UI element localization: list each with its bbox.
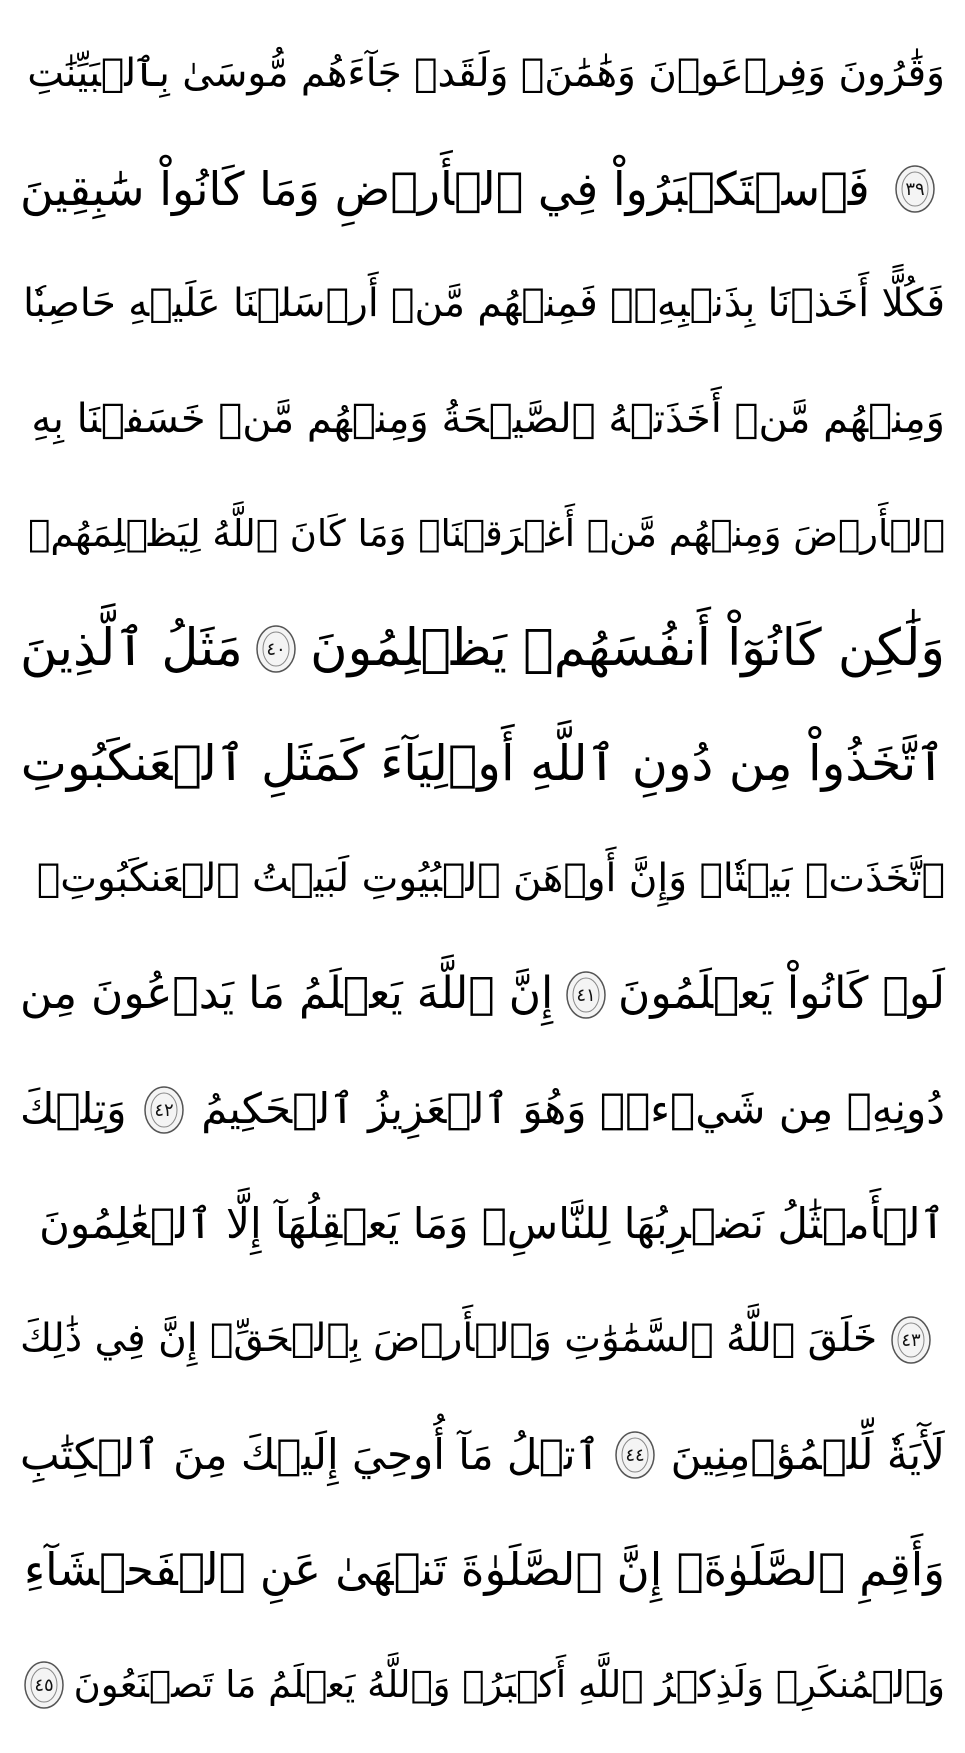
ayah-marker-icon xyxy=(252,621,300,677)
ayah-number: ٤١ xyxy=(575,984,596,1006)
line-text-after-marker: ٱتۡلُ مَآ أُوحِيَ إِلَيۡكَ مِنَ ٱلۡكِتَٰبِ xyxy=(20,1429,601,1479)
line-text: ٱتَّخَذُواْ مِن دُونِ ٱللَّهِ أَوۡلِيَآءَ كَمَثَلِ ٱلۡعَنكَبُوتِ xyxy=(20,735,945,793)
line-text: وَٱلۡمُنكَرِۗ وَلَذِكۡرُ ٱللَّهِ أَكۡبَرُۗ وَٱللَّهُ يَعۡلَمُ مَا تَصۡنَعُونَ xyxy=(73,1662,945,1706)
ayah-number: ٣٩ xyxy=(905,179,925,201)
line-text-before-marker: لَوۡ كَانُواْ يَعۡلَمُونَ xyxy=(618,968,945,1020)
line-text-before-marker: دُونِهِۦ مِن شَيۡءٖۚ وَهُوَ ٱلۡعَزِيزُ ٱلۡحَكِيمُ xyxy=(201,1084,945,1134)
ayah-number: ٤٢ xyxy=(154,1099,174,1121)
line-text-after-marker: مَثَلُ ٱلَّذِينَ xyxy=(20,618,243,678)
quran-line-1 xyxy=(20,18,945,130)
quran-line-11 xyxy=(20,1169,945,1281)
line-text: وَأَقِمِ ٱلصَّلَوٰةَۖ إِنَّ ٱلصَّلَوٰةَ تَنۡهَىٰ عَنِ ٱلۡفَحۡشَآءِ xyxy=(23,1542,945,1596)
ayah-marker-icon xyxy=(562,967,610,1023)
ayah-number: ٤٣ xyxy=(901,1329,921,1351)
line-text: ٱلۡأَرۡضَ وَمِنۡهُم مَّنۡ أَغۡرَقۡنَاۚ وَمَا كَانَ ٱللَّهُ لِيَظۡلِمَهُمۡ xyxy=(28,511,945,555)
line-text-after-marker: وَتِلۡكَ xyxy=(20,1084,127,1134)
quran-line-10 xyxy=(20,1054,945,1166)
line-text: ٱتَّخَذَتۡ بَيۡتٗاۖ وَإِنَّ أَوۡهَنَ ٱلۡبُيُوتِ لَبَيۡتُ ٱلۡعَنكَبُوتِۚ xyxy=(36,856,945,902)
quran-line-4 xyxy=(20,363,945,475)
line-text-before-marker: وَلَٰكِن كَانُوٓاْ أَنفُسَهُمۡ يَظۡلِمُونَ xyxy=(310,618,945,678)
ayah-marker-icon xyxy=(140,1082,188,1138)
ayah-marker-icon xyxy=(20,1657,68,1713)
ayah-number: ٤٤ xyxy=(625,1444,646,1466)
line-text: وَقَٰرُونَ وَفِرۡعَوۡنَ وَهَٰمَٰنَۖ وَلَقَدۡ جَآءَهُم مُّوسَىٰ بِٱلۡبَيِّنَٰتِ xyxy=(27,50,945,96)
quran-line-14 xyxy=(20,1514,945,1626)
quran-line-8 xyxy=(20,823,945,935)
quran-line-12 xyxy=(20,1284,945,1396)
quran-line-3 xyxy=(20,248,945,360)
ayah-marker-icon xyxy=(891,161,939,217)
line-text-after-marker: إِنَّ ٱللَّهَ يَعۡلَمُ مَا يَدۡعُونَ مِن xyxy=(20,968,554,1020)
quran-line-2 xyxy=(20,133,945,245)
ayah-number: ٤٥ xyxy=(33,1674,54,1696)
quran-line-6 xyxy=(20,593,945,705)
quran-line-15 xyxy=(20,1629,945,1741)
quran-line-13 xyxy=(20,1399,945,1511)
ayah-marker-icon xyxy=(887,1312,935,1368)
quran-line-7 xyxy=(20,708,945,820)
ayah-number: ٤٠ xyxy=(266,639,287,661)
line-text: فَكُلًّا أَخَذۡنَا بِذَنۢبِهِۦۖ فَمِنۡهُم مَّنۡ أَرۡسَلۡنَا عَلَيۡهِ حَاصِبٗا xyxy=(23,280,945,326)
line-text-before-marker: لَأٓيَةٗ لِّلۡمُؤۡمِنِينَ xyxy=(670,1429,945,1479)
quran-line-5 xyxy=(20,478,945,590)
line-text-after-marker: خَلَقَ ٱللَّهُ ٱلسَّمَٰوَٰتِ وَٱلۡأَرۡضَ بِٱلۡحَقِّۚ إِنَّ فِي ذَٰلِكَ xyxy=(20,1316,878,1362)
quran-line-9 xyxy=(20,939,945,1051)
line-text: ٱلۡأَمۡثَٰلُ نَضۡرِبُهَا لِلنَّاسِۖ وَمَا يَعۡقِلُهَآ إِلَّا ٱلۡعَٰلِمُونَ xyxy=(39,1199,945,1249)
ayah-marker-icon xyxy=(611,1427,659,1483)
line-text: وَمِنۡهُم مَّنۡ أَخَذَتۡهُ ٱلصَّيۡحَةُ وَمِنۡهُم مَّنۡ خَسَفۡنَا بِهِ xyxy=(31,396,945,443)
line-text: فَٱسۡتَكۡبَرُواْ فِي ٱلۡأَرۡضِ وَمَا كَانُواْ سَٰبِقِينَ xyxy=(20,161,870,216)
